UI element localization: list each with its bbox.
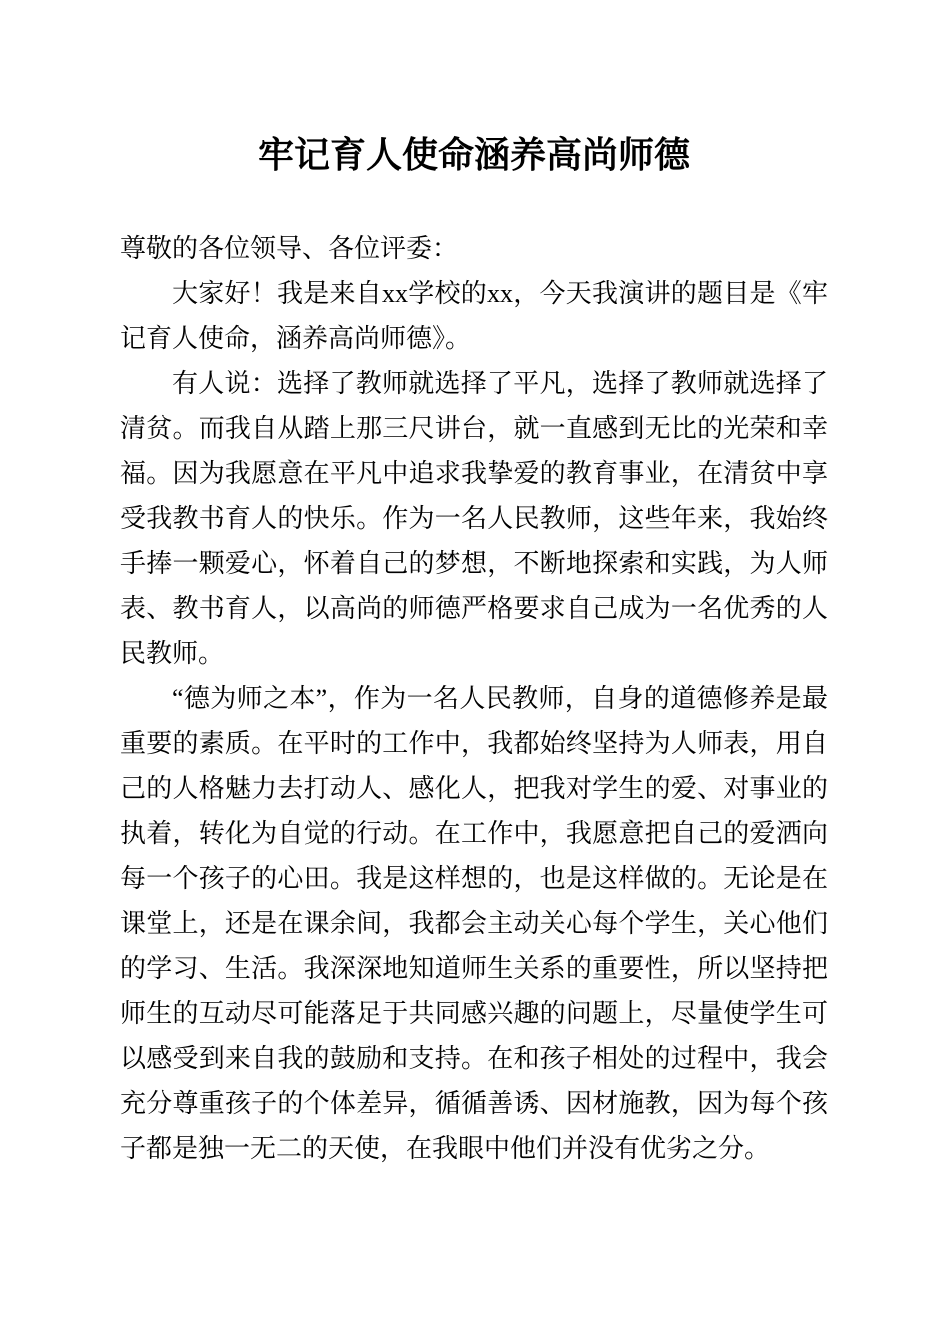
body-paragraph: “德为师之本”，作为一名人民教师，自身的道德修养是最重要的素质。在平时的工作中，我都始终坚持为人师表，用自己的人格魅力去打动人、感化人，把我对学生的爱、对事业的执着，转化为自觉的行动。在工作中，我愿意把自己的爱洒向每一个孩子的心田。我是这样想的，也是这样做的。无论是在课堂上，还是在课余间，我都会主动关心每个学生，关心他们的学习、生活。我深深地知道师生关系的重要性，所以坚持把师生的互动尽可能落足于共同感兴趣的问题上，尽量使学生可以感受到来自我的鼓励和支持。在和孩子相处的过程中，我会充分尊重孩子的个体差异，循循善诱、因材施教，因为每个孩子都是独一无二的天使，在我眼中他们并没有优劣之分。 bbox=[120, 684, 828, 1163]
body-paragraph: 有人说：选择了教师就选择了平凡，选择了教师就选择了清贫。而我自从踏上那三尺讲台，就一直感到无比的光荣和幸福。因为我愿意在平凡中追求我挚爱的教育事业，在清贫中享受我教书育人的快乐。作为一名人民教师，这些年来，我始终手捧一颗爱心，怀着自己的梦想，不断地探索和实践，为人师表、教书育人，以高尚的师德严格要求自己成为一名优秀的人民教师。 bbox=[120, 369, 828, 668]
salutation-paragraph: 尊敬的各位领导、各位评委： bbox=[120, 234, 459, 263]
document-body bbox=[120, 226, 828, 1171]
document-title: 牢记育人使命涵养高尚师德 bbox=[257, 135, 690, 175]
intro-paragraph: 大家好！我是来自xx学校的xx，今天我演讲的题目是《牢记育人使命，涵养高尚师德》。 bbox=[120, 279, 828, 353]
